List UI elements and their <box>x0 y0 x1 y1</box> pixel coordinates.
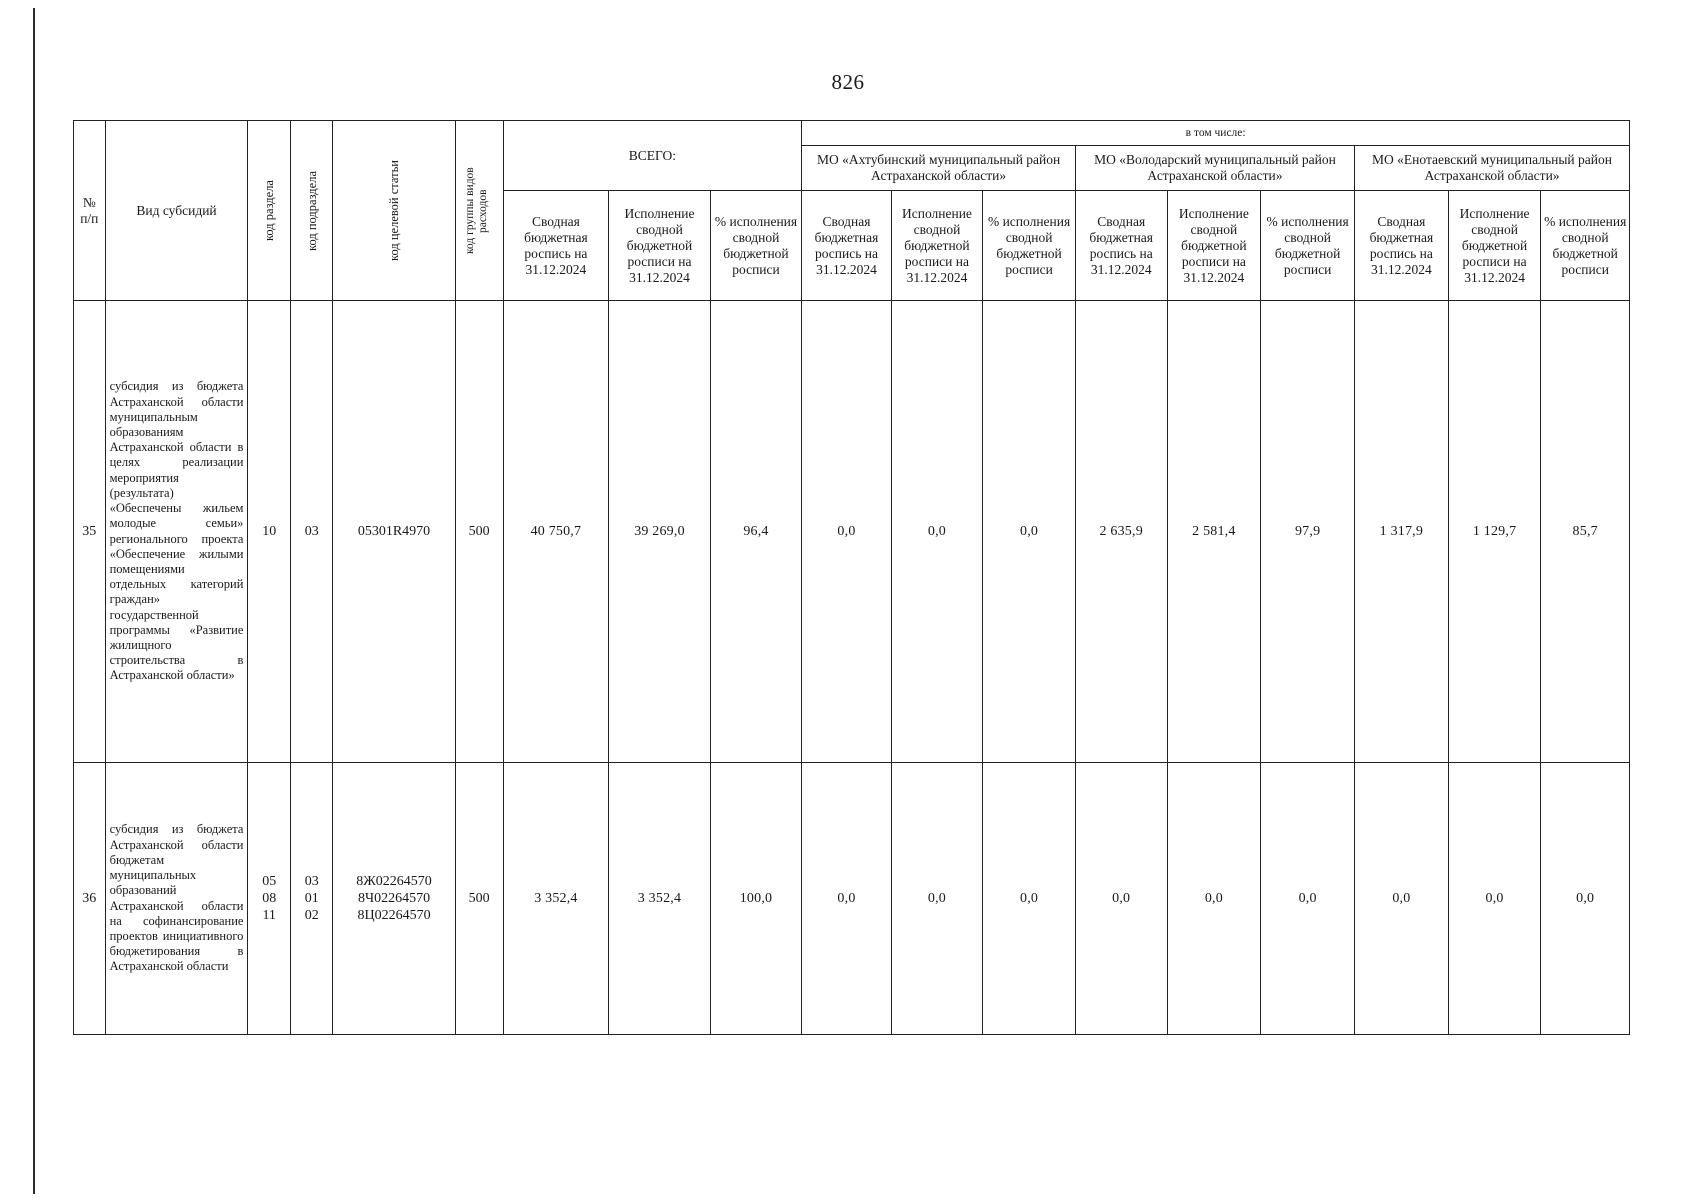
row-num: 36 <box>74 763 106 1035</box>
row-total-plan: 40 750,7 <box>503 301 609 763</box>
row-mo1-exec: 0,0 <box>891 301 983 763</box>
row-kind: субсидия из бюджета Астраханской области муниципальным образованиям Астраханской области в целях реализации мероприятия (результата) «Обеспечены жильем молодые семьи» регионального проекта «Обеспечение жилыми помещениями отдельных категорий граждан» государственной программы «Развитие жилищного строительства в Астраханской области» <box>105 301 248 763</box>
row-section: 05 08 11 <box>248 763 291 1035</box>
header-total-plan: Сводная бюджетная роспись на 31.12.2024 <box>503 191 609 301</box>
header-mo2-plan: Сводная бюджетная роспись на 31.12.2024 <box>1075 191 1167 301</box>
row-target: 05301R4970 <box>333 301 455 763</box>
table-row <box>74 763 1630 1035</box>
header-subsection: код подраздела <box>290 121 333 301</box>
header-num: № п/п <box>74 121 106 301</box>
row-total-pct: 96,4 <box>710 301 802 763</box>
header-mo-akhtubinsky: МО «Ахтубинский муниципальный район Астраханской области» <box>802 146 1076 191</box>
row-mo2-exec: 0,0 <box>1167 763 1261 1035</box>
row-group: 500 <box>455 301 503 763</box>
header-section: код раздела <box>248 121 291 301</box>
row-group: 500 <box>455 763 503 1035</box>
header-total-pct: % исполнения сводной бюджетной росписи <box>710 191 802 301</box>
row-mo2-pct: 0,0 <box>1261 763 1355 1035</box>
header-row-1 <box>74 121 1630 146</box>
header-mo1-exec: Исполнение сводной бюджетной росписи на 31.12.2024 <box>891 191 983 301</box>
header-total: ВСЕГО: <box>503 121 802 191</box>
row-mo2-exec: 2 581,4 <box>1167 301 1261 763</box>
row-mo3-plan: 0,0 <box>1355 763 1449 1035</box>
header-including: в том числе: <box>802 121 1630 146</box>
row-mo1-plan: 0,0 <box>802 763 891 1035</box>
header-mo2-exec: Исполнение сводной бюджетной росписи на 31.12.2024 <box>1167 191 1261 301</box>
row-num: 35 <box>74 301 106 763</box>
row-target: 8Ж02264570 8Ч02264570 8Ц02264570 <box>333 763 455 1035</box>
header-target: код целевой статьи <box>333 121 455 301</box>
row-mo1-pct: 0,0 <box>983 763 1076 1035</box>
row-mo2-plan: 0,0 <box>1075 763 1167 1035</box>
header-mo1-plan: Сводная бюджетная роспись на 31.12.2024 <box>802 191 891 301</box>
table-row <box>74 301 1630 763</box>
header-mo-volodarsky: МО «Володарский муниципальный район Астраханской области» <box>1075 146 1354 191</box>
row-total-exec: 3 352,4 <box>609 763 710 1035</box>
header-mo1-pct: % исполнения сводной бюджетной росписи <box>983 191 1076 301</box>
header-group: код группы видов расходов <box>455 121 503 301</box>
header-total-exec: Исполнение сводной бюджетной росписи на 31.12.2024 <box>609 191 710 301</box>
header-mo3-plan: Сводная бюджетная роспись на 31.12.2024 <box>1355 191 1449 301</box>
row-total-exec: 39 269,0 <box>609 301 710 763</box>
page-number: 826 <box>831 70 865 94</box>
header-mo-enotaevsky: МО «Енотаевский муниципальный район Астраханской области» <box>1355 146 1630 191</box>
row-subsection: 03 01 02 <box>290 763 333 1035</box>
row-subsection: 03 <box>290 301 333 763</box>
row-mo1-plan: 0,0 <box>802 301 891 763</box>
header-mo3-exec: Исполнение сводной бюджетной росписи на 31.12.2024 <box>1448 191 1541 301</box>
row-mo3-exec: 0,0 <box>1448 763 1541 1035</box>
row-mo2-plan: 2 635,9 <box>1075 301 1167 763</box>
row-mo3-exec: 1 129,7 <box>1448 301 1541 763</box>
subsidy-table <box>73 120 1630 1035</box>
header-mo2-pct: % исполнения сводной бюджетной росписи <box>1261 191 1355 301</box>
row-section: 10 <box>248 301 291 763</box>
row-mo2-pct: 97,9 <box>1261 301 1355 763</box>
page-left-border <box>33 8 35 1194</box>
row-mo3-plan: 1 317,9 <box>1355 301 1449 763</box>
row-kind: субсидия из бюджета Астраханской области бюджетам муниципальных образований Астраханской области на софинансирование проектов инициативного бюджетирования в Астраханской области <box>105 763 248 1035</box>
row-mo3-pct: 85,7 <box>1541 301 1630 763</box>
row-mo1-exec: 0,0 <box>891 763 983 1035</box>
header-kind: Вид субсидий <box>105 121 248 301</box>
row-mo3-pct: 0,0 <box>1541 763 1630 1035</box>
row-mo1-pct: 0,0 <box>983 301 1076 763</box>
row-total-pct: 100,0 <box>710 763 802 1035</box>
row-total-plan: 3 352,4 <box>503 763 609 1035</box>
header-mo3-pct: % исполнения сводной бюджетной росписи <box>1541 191 1630 301</box>
